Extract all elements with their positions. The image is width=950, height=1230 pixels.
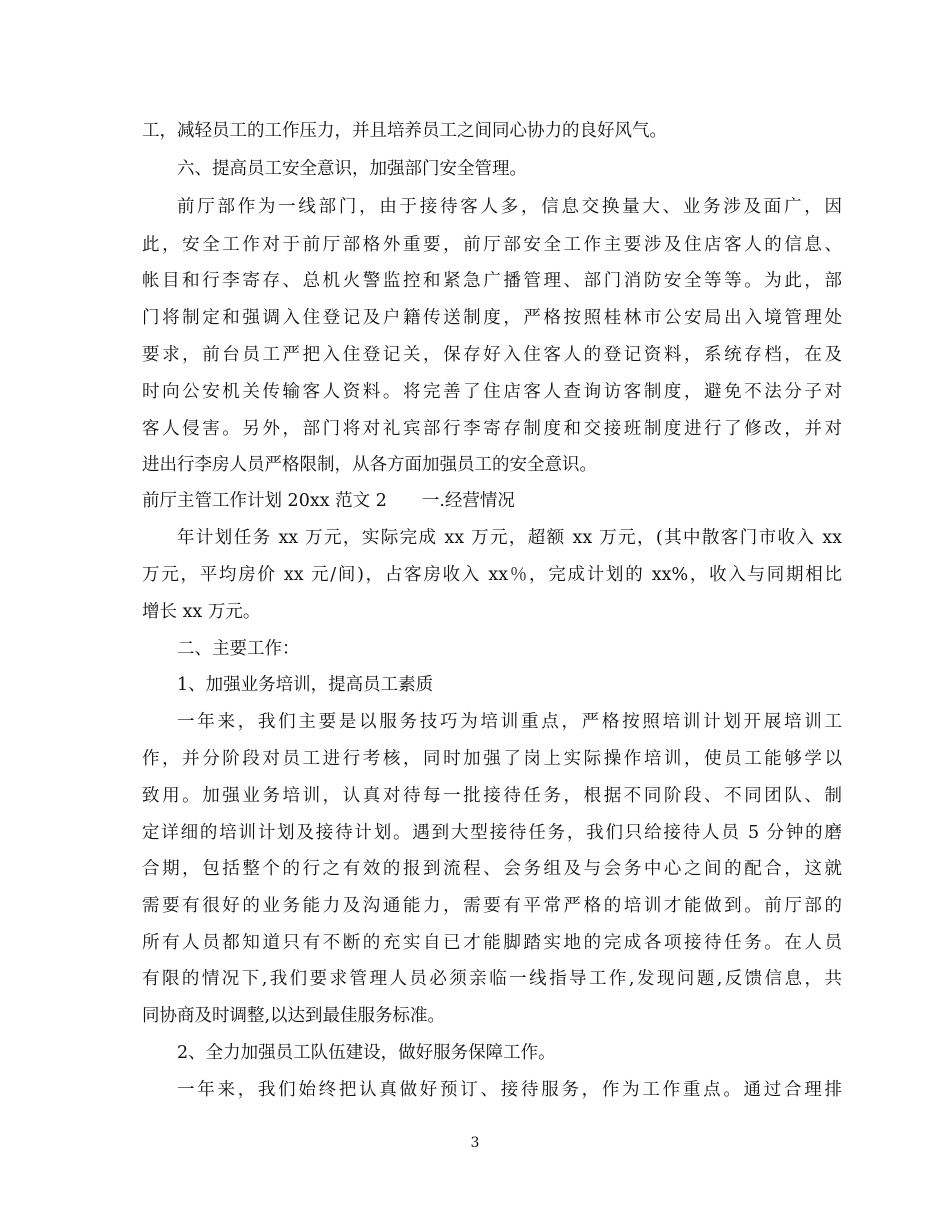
text-line: 合期，包括整个的行之有效的报到流程、会务组及与会务中心之间的配合，这就 [142,859,842,879]
text-line: 时向公安机关传输客人资料。将完善了住店客人查询访客制度，避免不法分子对 [142,382,842,402]
text-line: 客人侵害。另外，部门将对礼宾部行李寄存制度和交接班制度进行了修改，并对 [142,419,842,439]
text-line: 同协商及时调整,以达到最佳服务标准。 [142,1006,446,1026]
text-line: 帐目和行李寄存、总机火警监控和紧急广播管理、部门消防安全等等。为此，部 [142,271,842,291]
text-line: 定详细的培训计划及接待计划。遇到大型接待任务，我们只给接待人员 5 分钟的磨 [142,823,842,843]
text-line: 有限的情况下,我们要求管理人员必须亲临一线指导工作,发现问题,反馈信息，共 [142,969,842,989]
text-line: 要求，前台员工严把入住登记关，保存好入住客人的登记资料，系统存档，在及 [142,345,842,365]
text-line: 工，减轻员工的工作压力，并且培养员工之间同心协力的良好风气。 [142,121,667,141]
text-line: 门将制定和强调入住登记及户籍传送制度，严格按照桂林市公安局出入境管理处 [142,308,842,328]
page-number: 3 [470,1135,480,1151]
text-line: 一年来，我们始终把认真做好预订、接待服务，作为工作重点。通过合理排 [177,1080,842,1100]
text-line: 此，安全工作对于前厅部格外重要，前厅部安全工作主要涉及住店客人的信息、 [142,235,842,255]
text-line: 一年来，我们主要是以服务技巧为培训重点，严格按照培训计划开展培训工 [177,712,842,732]
text-line: 前厅部作为一线部门，由于接待客人多，信息交换量大、业务涉及面广，因 [177,197,842,217]
text-line: 万元，平均房价 xx 元/间)，占客房收入 xx％，完成计划的 xx%，收入与同期相比 [142,565,842,585]
text-line: 需要有很好的业务能力及沟通能力，需要有平常严格的培训才能做到。前厅部的 [142,896,842,916]
text-line: 进出行李房人员严格限制，从各方面加强员工的安全意识。 [142,455,597,475]
subheading: 二、主要工作： [177,639,300,659]
subheading: 2、全力加强员工队伍建设，做好服务保障工作。 [177,1043,556,1063]
section-heading: 前厅主管工作计划 20xx 范文 2 一.经营情况 [142,491,515,511]
subheading: 1、加强业务培训，提高员工素质 [177,675,434,695]
text-line: 六、提高员工安全意识，加强部门安全管理。 [177,159,527,179]
text-line: 致用。加强业务培训，认真对待每一批接待任务，根据不同阶段、不同团队、制 [142,786,842,806]
text-line: 所有人员都知道只有不断的充实自已才能脚踏实地的完成各项接待任务。在人员 [142,933,842,953]
text-line: 作，并分阶段对员工进行考核，同时加强了岗上实际操作培训，使员工能够学以 [142,749,842,769]
text-line: 年计划任务 xx 万元，实际完成 xx 万元，超额 xx 万元，(其中散客门市收入 xx [177,528,842,548]
text-line: 增长 xx 万元。 [142,602,261,622]
